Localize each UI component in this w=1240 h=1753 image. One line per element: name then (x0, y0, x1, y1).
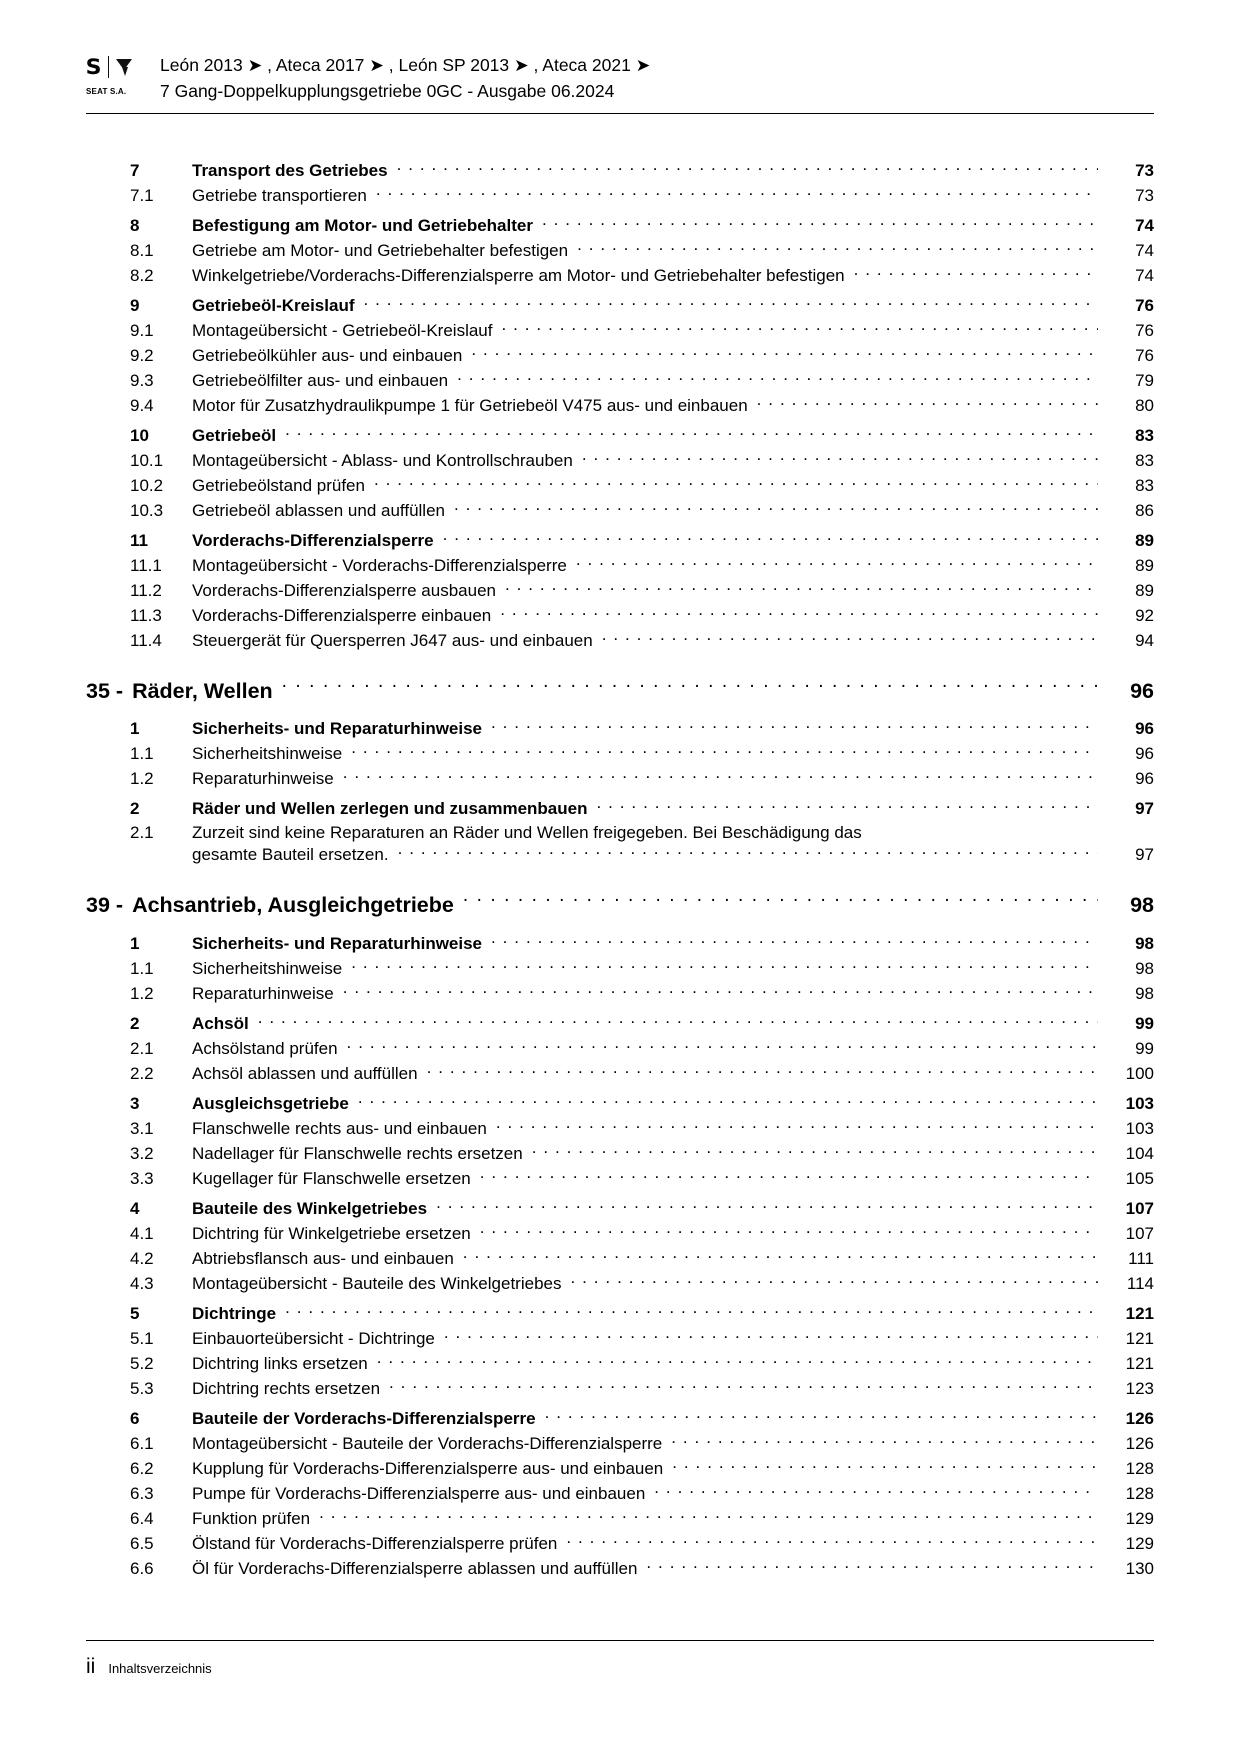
toc-page-number: 114 (1126, 1273, 1154, 1293)
toc-page-number: 74 (1135, 215, 1154, 235)
seat-logo-icon: S (85, 54, 101, 79)
toc-entry-row[interactable] (86, 367, 1154, 392)
toc-entry-number: 11.1 (130, 555, 162, 575)
toc-page-number: 73 (1135, 160, 1154, 180)
toc-section-row[interactable] (86, 1400, 1154, 1430)
toc-entry-title-line2: gesamte Bauteil ersetzen. (192, 845, 389, 864)
toc-entry-title: Montageübersicht - Getriebeöl-Kreislauf (192, 320, 493, 340)
toc-entry-title: Getriebe transportieren (192, 185, 367, 205)
toc-entry-row[interactable] (86, 497, 1154, 522)
toc-page-number: 103 (1125, 1118, 1154, 1138)
brand-divider (108, 56, 109, 78)
toc-entry-number: 6.4 (130, 1508, 154, 1528)
toc-leader-dots (757, 394, 1098, 411)
toc-entry-title-line1: Zurzeit sind keine Reparaturen an Räder und Wellen freigegeben. Bei Beschädigung das (192, 823, 862, 842)
toc-page-number: 73 (1135, 185, 1154, 205)
toc-entry-title: Reparaturhinweise (192, 983, 334, 1003)
toc-page-number: 107 (1125, 1198, 1154, 1218)
toc-page-number: 99 (1135, 1013, 1154, 1033)
toc-entry-title: Reparaturhinweise (192, 769, 334, 788)
toc-section-number: 3 (130, 1093, 140, 1113)
toc-section-row[interactable] (86, 207, 1154, 237)
toc-entry-title: Montageübersicht - Bauteile der Vorderachs-Differenzialsperre (192, 1433, 663, 1453)
toc-entry-number: 5.3 (130, 1378, 154, 1398)
toc-entry-title: Sicherheitshinweise (192, 744, 343, 763)
toc-section-number: 9 (130, 295, 140, 315)
toc-entry-row[interactable] (86, 1060, 1154, 1085)
footer-label: Inhaltsverzeichnis (108, 1661, 212, 1676)
toc-entry-number: 2.1 (130, 1038, 154, 1058)
toc-leader-dots (364, 294, 1099, 311)
toc-entry-row[interactable] (86, 392, 1154, 417)
toc-entry-title: Montageübersicht - Bauteile des Winkelgetriebes (192, 1273, 562, 1293)
toc-chapter-title: Achsantrieb, Ausgleichgetriebe (132, 893, 454, 917)
toc-entry-title: Flanschwelle rechts aus- und einbauen (192, 1118, 487, 1138)
toc-chapter-number: 39 - (86, 893, 124, 917)
toc-page-number: 79 (1135, 370, 1154, 390)
toc-leader-dots (457, 369, 1098, 386)
toc-page-number: 103 (1125, 1093, 1154, 1113)
toc-page-number: 130 (1125, 1558, 1154, 1578)
toc-leader-dots (343, 767, 1098, 784)
toc-entry-title: Motor für Zusatzhydraulikpumpe 1 für Getriebeöl V475 aus- und einbauen (192, 395, 748, 415)
toc-leader-dots (654, 1482, 1098, 1499)
header-models-line: León 2013 ➤ , Ateca 2017 ➤ , León SP 2013 ➤ , Ateca 2021 ➤ (160, 55, 651, 75)
toc-entry-number: 6.5 (130, 1533, 154, 1553)
toc-entry-title: Einbauorteübersicht - Dichtringe (192, 1328, 435, 1348)
toc-page-number: 121 (1125, 1328, 1154, 1348)
toc-section-row[interactable] (86, 1005, 1154, 1035)
toc-entry-row[interactable] (86, 627, 1154, 652)
toc-page-number: 98 (1130, 893, 1154, 917)
toc-entry-row[interactable] (86, 1555, 1154, 1580)
toc-entry-row[interactable] (86, 1430, 1154, 1455)
toc-section-number: 2 (130, 799, 140, 818)
toc-leader-dots (496, 1117, 1098, 1134)
toc-page-number: 83 (1135, 450, 1154, 470)
toc-page-number: 76 (1135, 295, 1154, 315)
toc-leader-dots (566, 1532, 1098, 1549)
toc-entry-title: Kugellager für Flanschwelle ersetzen (192, 1168, 471, 1188)
toc-entry-number: 9.4 (130, 395, 154, 415)
toc-entry-title: Pumpe für Vorderachs-Differenzialsperre aus- und einbauen (192, 1483, 646, 1503)
toc-entry-title: Achsöl ablassen und auffüllen (192, 1063, 418, 1083)
toc-section-title: Ausgleichsgetriebe (192, 1093, 349, 1113)
toc-entry-row[interactable] (86, 237, 1154, 262)
toc-leader-dots (319, 1507, 1098, 1524)
toc-entry-number: 1.2 (130, 769, 154, 788)
toc-entry-number: 6.6 (130, 1558, 154, 1578)
toc-entry-number: 9.1 (130, 320, 154, 340)
toc-entry-title: Steuergerät für Quersperren J647 aus- und einbauen (192, 630, 593, 650)
toc-section-row[interactable] (86, 791, 1154, 821)
toc-page-number: 74 (1135, 240, 1154, 260)
toc-entry-title: Dichtring links ersetzen (192, 1353, 368, 1373)
toc-entry-row[interactable] (86, 955, 1154, 980)
toc-page-number: 98 (1135, 958, 1154, 978)
brand-subtitle: SEAT S.A. (86, 87, 127, 96)
toc-entry-body (192, 822, 1098, 865)
toc-section-row[interactable] (86, 711, 1154, 741)
toc-leader-dots (646, 1557, 1098, 1574)
page-footer (86, 1655, 1154, 1681)
toc-page-number: 98 (1135, 933, 1154, 953)
toc-entry-row[interactable] (86, 1480, 1154, 1505)
footer-divider (86, 1640, 1154, 1641)
toc-entry-row[interactable] (86, 1375, 1154, 1400)
toc-entry-title: Getriebeölstand prüfen (192, 475, 365, 495)
toc-entry-row[interactable] (86, 821, 1154, 867)
toc-entry-row[interactable] (86, 577, 1154, 602)
toc-entry-number: 2.1 (130, 823, 154, 842)
toc-entry-title: Vorderachs-Differenzialsperre einbauen (192, 605, 492, 625)
header-document-line: 7 Gang-Doppelkupplungsgetriebe 0GC - Ausgabe 06.2024 (160, 81, 615, 101)
toc-entry-row[interactable] (86, 602, 1154, 627)
toc-leader-dots (491, 932, 1098, 949)
toc-page-number: 129 (1125, 1508, 1154, 1528)
toc-page-number: 89 (1135, 530, 1154, 550)
toc-leader-dots (542, 214, 1098, 231)
toc-leader-dots (427, 1062, 1098, 1079)
toc-entry-title: Sicherheitshinweise (192, 958, 343, 978)
toc-entry-title: Ölstand für Vorderachs-Differenzialsperre prüfen (192, 1533, 558, 1553)
toc-entry-number: 11.3 (130, 605, 162, 625)
toc-section-number: 2 (130, 1013, 140, 1033)
toc-entry-row[interactable] (86, 1220, 1154, 1245)
toc-entry-number: 1.1 (130, 958, 154, 978)
toc-section-title: Sicherheits- und Reparaturhinweise (192, 933, 483, 953)
toc-leader-dots (577, 239, 1098, 256)
toc-entry-title: Getriebeöl ablassen und auffüllen (192, 500, 445, 520)
toc-leader-dots (397, 159, 1098, 176)
toc-entry-row[interactable] (86, 1270, 1154, 1295)
toc-section-row[interactable] (86, 1085, 1154, 1115)
toc-page-number: 121 (1125, 1353, 1154, 1373)
toc-entry-number: 8.2 (130, 265, 154, 285)
toc-entry-number: 11.2 (130, 580, 162, 600)
toc-page-number: 126 (1125, 1433, 1154, 1453)
toc-section-title: Räder und Wellen zerlegen und zusammenbauen (192, 799, 588, 818)
toc-entry-number: 2.2 (130, 1063, 154, 1083)
toc-section-row[interactable] (86, 152, 1154, 182)
toc-leader-dots (454, 499, 1098, 516)
toc-page-number: 96 (1135, 769, 1154, 788)
toc-entry-row[interactable] (86, 1455, 1154, 1480)
toc-section-title: Bauteile der Vorderachs-Differenzialsperre (192, 1408, 536, 1428)
toc-leader-dots (285, 1302, 1098, 1319)
toc-entry-row[interactable] (86, 1245, 1154, 1270)
toc-leader-dots (532, 1142, 1098, 1159)
toc-page-number: 83 (1135, 425, 1154, 445)
cupra-logo-icon (116, 58, 133, 77)
toc-entry-title: Funktion prüfen (192, 1508, 311, 1528)
toc-section-row[interactable] (86, 1295, 1154, 1325)
toc-entry-number: 11.4 (130, 630, 162, 650)
toc-entry-row[interactable] (86, 741, 1154, 766)
toc-page-number: 94 (1135, 630, 1154, 650)
toc-section-row[interactable] (86, 522, 1154, 552)
toc-entry-title: Öl für Vorderachs-Differenzialsperre ablassen und auffüllen (192, 1558, 638, 1578)
toc-entry-title: Nadellager für Flanschwelle rechts ersetzen (192, 1143, 523, 1163)
toc-section-title: Bauteile des Winkelgetriebes (192, 1198, 428, 1218)
toc-page-number: 104 (1125, 1143, 1154, 1163)
toc-leader-dots (389, 1377, 1098, 1394)
toc-entry-row[interactable] (86, 262, 1154, 287)
toc-page-number: 100 (1125, 1063, 1154, 1083)
toc-leader-dots (505, 579, 1098, 596)
toc-page-number: 96 (1135, 744, 1154, 763)
toc-leader-dots (602, 629, 1098, 646)
toc-page-number: 96 (1130, 678, 1154, 703)
toc-section-row[interactable] (86, 1190, 1154, 1220)
toc-page-number: 83 (1135, 475, 1154, 495)
toc-entry-number: 10.1 (130, 450, 164, 470)
toc-entry-number: 4.2 (130, 1248, 154, 1268)
toc-page-number: 126 (1125, 1408, 1154, 1428)
toc-page-number: 89 (1135, 580, 1154, 600)
toc-section-row[interactable] (86, 287, 1154, 317)
toc-entry-row[interactable] (86, 1165, 1154, 1190)
toc-chapter-number: 35 - (86, 678, 124, 703)
toc-entry-title: Kupplung für Vorderachs-Differenzialsperre aus- und einbauen (192, 1458, 664, 1478)
toc-entry-number: 9.3 (130, 370, 154, 390)
toc-leader-dots (351, 742, 1098, 759)
toc-entry-number: 3.3 (130, 1168, 154, 1188)
toc-entry-title-line2-wrap (192, 843, 1098, 865)
toc-leader-dots (582, 449, 1098, 466)
toc-section-title: Getriebeöl-Kreislauf (192, 295, 355, 315)
toc-entry-row[interactable] (86, 552, 1154, 577)
toc-entry-title: Winkelgetriebe/Vorderachs-Differenzialsperre am Motor- und Getriebehalter befestigen (192, 265, 845, 285)
toc-entry-title: Montageübersicht - Ablass- und Kontrollschrauben (192, 450, 573, 470)
toc-page-number: 105 (1125, 1168, 1154, 1188)
toc-leader-dots (376, 184, 1098, 201)
toc-entry-number: 6.2 (130, 1458, 154, 1478)
toc-entry-row[interactable] (86, 342, 1154, 367)
toc-section-title: Transport des Getriebes (192, 160, 388, 180)
toc-leader-dots (258, 1012, 1098, 1029)
toc-page-number: 97 (1135, 845, 1154, 864)
toc-section-number: 1 (130, 719, 140, 738)
toc-page-number: 76 (1135, 345, 1154, 365)
toc-entry-row[interactable] (86, 472, 1154, 497)
toc-entry-row[interactable] (86, 1140, 1154, 1165)
toc-section-number: 8 (130, 215, 140, 235)
toc-entry-number: 6.3 (130, 1483, 154, 1503)
toc-section-number: 1 (130, 933, 140, 953)
toc-chapter-row[interactable] (86, 652, 1154, 711)
toc-entry-row[interactable] (86, 1325, 1154, 1350)
toc-leader-dots (351, 957, 1098, 974)
toc-page-number: 89 (1135, 555, 1154, 575)
toc-entry-title: Dichtring für Winkelgetriebe ersetzen (192, 1223, 471, 1243)
toc-leader-dots (501, 319, 1098, 336)
toc-leader-dots (500, 604, 1098, 621)
toc-entry-number: 10.3 (130, 500, 164, 520)
toc-leader-dots (596, 797, 1098, 814)
toc-leader-dots (463, 1247, 1098, 1264)
toc-entry-row[interactable] (86, 317, 1154, 342)
toc-entry-title: Achsölstand prüfen (192, 1038, 338, 1058)
toc-entry-number: 3.1 (130, 1118, 154, 1138)
toc-page-number: 97 (1135, 799, 1154, 818)
toc-page-number: 80 (1135, 395, 1154, 415)
toc-entry-row[interactable] (86, 447, 1154, 472)
toc-section-number: 11 (130, 530, 148, 550)
page-header (86, 52, 1154, 104)
toc-entry-row[interactable] (86, 1505, 1154, 1530)
toc-leader-dots (377, 1352, 1098, 1369)
toc-leader-dots (672, 1457, 1098, 1474)
toc-leader-dots (347, 1037, 1098, 1054)
toc-leader-dots (854, 264, 1098, 281)
toc-entry-number: 4.3 (130, 1273, 154, 1293)
toc-page-number: 121 (1125, 1303, 1154, 1323)
toc-leader-dots (570, 1272, 1098, 1289)
toc-leader-dots (398, 843, 1098, 860)
header-divider (86, 113, 1154, 114)
toc-leader-dots (545, 1407, 1098, 1424)
toc-entry-row[interactable] (86, 766, 1154, 791)
toc-entry-title: Getriebe am Motor- und Getriebehalter befestigen (192, 240, 569, 260)
toc-entry-title: Vorderachs-Differenzialsperre ausbauen (192, 580, 496, 600)
toc-entry-number: 7.1 (130, 185, 154, 205)
toc-leader-dots (282, 676, 1098, 698)
toc-section-number: 4 (130, 1198, 140, 1218)
table-of-contents (86, 152, 1154, 1580)
toc-entry-row[interactable] (86, 182, 1154, 207)
toc-section-row[interactable] (86, 925, 1154, 955)
toc-entry-title: Getriebeölfilter aus- und einbauen (192, 370, 449, 390)
toc-page-number: 92 (1135, 605, 1154, 625)
toc-leader-dots (576, 554, 1098, 571)
toc-page-number: 111 (1128, 1248, 1154, 1268)
toc-leader-dots (358, 1092, 1098, 1109)
toc-entry-number: 1.2 (130, 983, 154, 1003)
toc-page-number: 123 (1125, 1378, 1154, 1398)
toc-entry-number: 10.2 (130, 475, 164, 495)
toc-entry-row[interactable] (86, 1035, 1154, 1060)
toc-entry-number: 4.1 (130, 1223, 154, 1243)
toc-page-number: 128 (1125, 1458, 1154, 1478)
toc-page-number: 99 (1135, 1038, 1154, 1058)
toc-leader-dots (443, 529, 1098, 546)
toc-section-number: 7 (130, 160, 140, 180)
toc-page-number: 98 (1135, 983, 1154, 1003)
toc-section-number: 6 (130, 1408, 140, 1428)
toc-leader-dots (436, 1197, 1098, 1214)
toc-entry-row[interactable] (86, 980, 1154, 1005)
toc-section-title: Befestigung am Motor- und Getriebehalter (192, 215, 533, 235)
toc-chapter-row[interactable] (86, 867, 1154, 926)
toc-entry-number: 6.1 (130, 1433, 154, 1453)
toc-leader-dots (671, 1432, 1098, 1449)
toc-entry-title: Getriebeölkühler aus- und einbauen (192, 345, 463, 365)
toc-entry-number: 9.2 (130, 345, 154, 365)
header-titles (152, 52, 1154, 104)
toc-leader-dots (471, 344, 1098, 361)
toc-leader-dots (444, 1327, 1098, 1344)
toc-entry-number: 8.1 (130, 240, 154, 260)
footer-page-number: ii (86, 1655, 96, 1678)
toc-entry-title: Montageübersicht - Vorderachs-Differenzialsperre (192, 555, 567, 575)
toc-section-title: Dichtringe (192, 1303, 277, 1323)
brand-block (86, 52, 152, 96)
toc-section-title: Vorderachs-Differenzialsperre (192, 530, 434, 550)
toc-section-title: Achsöl (192, 1013, 249, 1033)
toc-section-title: Getriebeöl (192, 425, 277, 445)
toc-entry-title: Dichtring rechts ersetzen (192, 1378, 381, 1398)
toc-section-number: 10 (130, 425, 149, 445)
toc-page-number: 107 (1125, 1223, 1154, 1243)
toc-leader-dots (374, 474, 1098, 491)
toc-leader-dots (343, 982, 1098, 999)
toc-entry-row[interactable] (86, 1115, 1154, 1140)
toc-section-title: Sicherheits- und Reparaturhinweise (192, 719, 483, 738)
toc-entry-number: 1.1 (130, 744, 154, 763)
toc-entry-row[interactable] (86, 1530, 1154, 1555)
toc-entry-title: Abtriebsflansch aus- und einbauen (192, 1248, 454, 1268)
toc-leader-dots (285, 424, 1098, 441)
toc-section-number: 5 (130, 1303, 140, 1323)
toc-page-number: 74 (1135, 265, 1154, 285)
toc-page-number: 128 (1125, 1483, 1154, 1503)
toc-chapter-title: Räder, Wellen (132, 678, 273, 703)
toc-leader-dots (491, 717, 1098, 734)
toc-entry-row[interactable] (86, 1350, 1154, 1375)
toc-page-number: 129 (1125, 1533, 1154, 1553)
toc-page-number: 76 (1135, 320, 1154, 340)
toc-section-row[interactable] (86, 417, 1154, 447)
brand-marks (86, 54, 133, 80)
toc-leader-dots (480, 1222, 1098, 1239)
toc-leader-dots (480, 1167, 1098, 1184)
toc-leader-dots (463, 891, 1098, 913)
toc-entry-number: 3.2 (130, 1143, 154, 1163)
toc-page-number: 96 (1135, 719, 1154, 738)
toc-entry-number: 5.2 (130, 1353, 154, 1373)
toc-page-number: 86 (1135, 500, 1154, 520)
toc-entry-number: 5.1 (130, 1328, 154, 1348)
